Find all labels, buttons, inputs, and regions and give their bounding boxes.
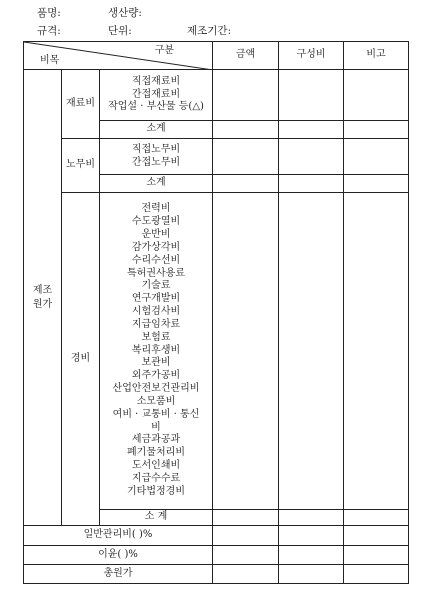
amount-cell[interactable] [213, 510, 279, 526]
category-header: 구분 [154, 45, 175, 56]
labor-cost-label: 노무비 [62, 139, 100, 193]
ratio-cell[interactable] [279, 139, 344, 175]
ratio-cell[interactable] [279, 565, 344, 584]
expense-item: 감가상각비 [131, 241, 181, 253]
profit-row [24, 546, 409, 565]
expense-item: 복리후생비 [131, 344, 181, 356]
amount-cell[interactable] [213, 175, 279, 193]
remarks-cell[interactable] [344, 121, 409, 139]
material-subtotal-label: 소계 [100, 121, 213, 139]
ratio-cell[interactable] [279, 193, 344, 510]
expense-item: 지급수수료 [131, 473, 181, 485]
column-header-remarks: 비고 [344, 42, 409, 70]
total-cost-row [24, 565, 409, 584]
cost-item-header: 비목 [40, 54, 60, 66]
expense-row [24, 193, 409, 510]
material-cost-label: 재료비 [62, 70, 100, 139]
profit-label: 이윤( )% [24, 546, 213, 565]
expense-item: 전력비 [141, 203, 171, 215]
expense-item: 기타법정경비 [127, 485, 185, 497]
column-header-amount: 금액 [213, 42, 279, 70]
amount-cell[interactable] [213, 139, 279, 175]
expense-item: 소모품비 [136, 395, 176, 407]
expense-item: 수리수선비 [131, 254, 181, 266]
production-volume-label: 생산량: [108, 7, 142, 19]
general-admin-row [24, 526, 409, 546]
total-cost-label: 총원가 [24, 565, 213, 584]
manufacturing-cost-label: 제조 원가 [24, 70, 62, 526]
material-row [24, 70, 409, 121]
expense-item: 여비 · 교통비 · 통신 [112, 408, 200, 420]
ratio-cell[interactable] [279, 121, 344, 139]
amount-cell[interactable] [213, 193, 279, 510]
ratio-cell[interactable] [279, 546, 344, 565]
expense-item: 특허권사용료 [127, 267, 185, 279]
amount-cell[interactable] [213, 70, 279, 121]
expense-item: 세금과공과 [131, 434, 181, 446]
expense-item: 지급임차료 [131, 318, 181, 330]
labor-subtotal-label: 소계 [100, 175, 213, 193]
amount-cell[interactable] [213, 546, 279, 565]
expense-label: 경비 [62, 193, 100, 526]
header-row [24, 42, 409, 70]
expense-item: 산업안전보건관리비 [112, 383, 200, 395]
amount-cell[interactable] [213, 121, 279, 139]
spec-label: 규격: [37, 25, 61, 37]
expense-item: 보관비 [141, 357, 171, 369]
expense-item: 수도광열비 [131, 216, 181, 228]
remarks-cell[interactable] [344, 175, 409, 193]
remarks-cell[interactable] [344, 193, 409, 510]
corner-header-cell [24, 42, 213, 70]
general-admin-label: 일반관리비( )% [24, 526, 213, 546]
cost-table [23, 41, 409, 584]
expense-subtotal-label: 소 계 [100, 510, 213, 526]
ratio-cell[interactable] [279, 510, 344, 526]
product-name-label: 품명: [37, 7, 61, 19]
material-items: 직접재료비 간접재료비 작업설 · 부산물 등(△) [100, 70, 213, 121]
expense-item: 외주가공비 [131, 370, 181, 382]
expense-item: 보험료 [141, 331, 171, 343]
remarks-cell[interactable] [344, 546, 409, 565]
remarks-cell[interactable] [344, 526, 409, 546]
ratio-cell[interactable] [279, 526, 344, 546]
remarks-cell[interactable] [344, 510, 409, 526]
expense-item: 기술료 [141, 280, 171, 292]
amount-cell[interactable] [213, 565, 279, 584]
remarks-cell[interactable] [344, 70, 409, 121]
manufacturing-period-label: 제조기간: [187, 25, 232, 37]
ratio-cell[interactable] [279, 175, 344, 193]
expense-item: 폐기물처리비 [127, 447, 185, 459]
expense-item: 연구개발비 [131, 293, 181, 305]
ratio-cell[interactable] [279, 70, 344, 121]
amount-cell[interactable] [213, 526, 279, 546]
remarks-cell[interactable] [344, 565, 409, 584]
labor-items: 직접노무비 간접노무비 [100, 139, 213, 175]
unit-label: 단위: [108, 25, 132, 37]
remarks-cell[interactable] [344, 139, 409, 175]
labor-row [24, 139, 409, 175]
column-header-ratio: 구성비 [279, 42, 344, 70]
expense-item: 운반비 [141, 228, 171, 240]
expense-item: 시험검사비 [131, 306, 181, 318]
expense-item: 비 [151, 421, 161, 433]
expense-item: 도서인쇄비 [131, 460, 181, 472]
expense-items [100, 193, 213, 510]
